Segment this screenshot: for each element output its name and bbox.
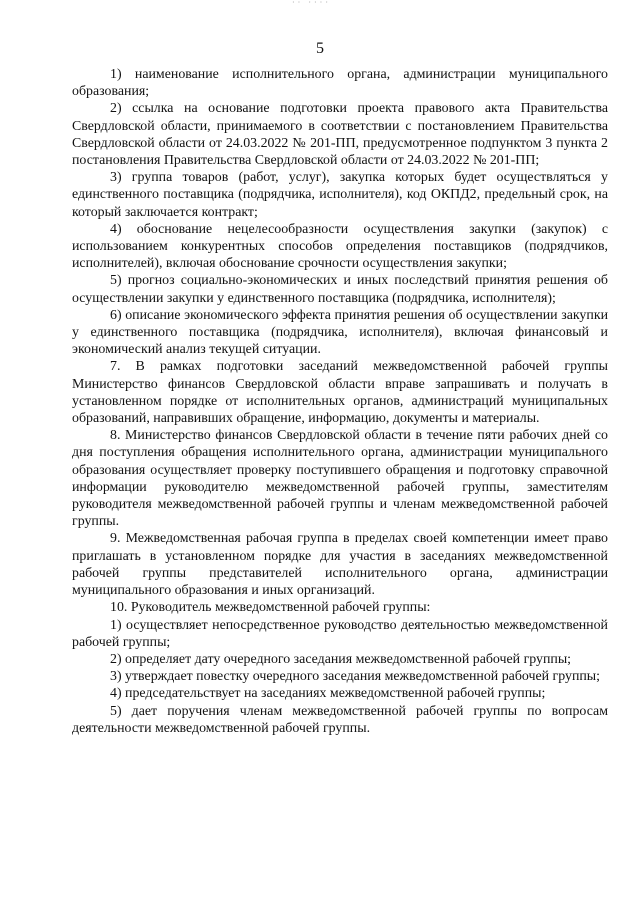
paragraph-item-3: 3) группа товаров (работ, услуг), закупка которых будет осуществляться у единственного поставщика (подрядчика, исполнителя), код ОКПД2, предельный срок, на который заключается контракт;: [72, 170, 608, 220]
paragraph-section-9: 9. Межведомственная рабочая группа в пределах своей компетенции имеет право приглашать в установленном порядке для участия в заседаниях межведомственной рабочей группы представителей исполнительного органа, администрации муниципального образования и иных организаций.: [72, 531, 608, 599]
paragraph-section-10-heading: 10. Руководитель межведомственной рабочей группы:: [110, 600, 431, 616]
paragraph-item-6: 6) описание экономического эффекта принятия решения об осуществлении закупки у единственного поставщика (подрядчика, исполнителя), включая финансовый и экономический анализ текущей ситуации.: [72, 307, 608, 358]
paragraph-item-2: 2) ссылка на основание подготовки проекта правового акта Правительства Свердловской области, принимаемого в соответствии с постановлением Правительства Свердловской области от 24.03.2022 № 201-ПП, предусмотренное подпунктом 3 пункта 2 постановления Правительства Свердловской области от 24.03.2022 № 201-ПП;: [72, 101, 608, 169]
top-edge-mark: ·· ····: [292, 0, 331, 7]
paragraph-subitem-2: 2) определяет дату очередного заседания межведомственной рабочей группы;: [110, 651, 572, 667]
paragraph-section-8: 8. Министерство финансов Свердловской области в течение пяти рабочих дней со дня поступления обращения исполнительного органа, администрации муниципального образования осуществляет проверку поступившего обращения и подготовку справочной информации руководителю межведомственной рабочей группы, заместителям руководителя межведомственной рабочей группы и членам межведомственной рабочей группы.: [72, 428, 608, 530]
page-number: 5: [316, 40, 324, 57]
paragraph-item-1: 1) наименование исполнительного органа, администрации муниципального образования;: [72, 67, 608, 100]
paragraph-item-4: 4) обоснование нецелесообразности осуществления закупки (закупок) с использованием конкурентных способов определения поставщиков (подрядчиков, исполнителей), включая обоснование срочности осуществления закупки;: [72, 221, 608, 272]
paragraph-subitem-1: 1) осуществляет непосредственное руководство деятельностью межведомственной рабочей группы;: [72, 617, 608, 650]
paragraph-section-7: 7. В рамках подготовки заседаний межведомственной рабочей группы Министерство финансов Свердловской области вправе запрашивать и получать в установленном порядке от исполнительных органов, администраций муниципальных образований, направивших обращение, информацию, документы и материалы.: [72, 359, 608, 427]
paragraph-item-5: 5) прогноз социально-экономических и иных последствий принятия решения об осуществлении закупки у единственного поставщика (подрядчика, исполнителя);: [72, 273, 608, 306]
paragraph-subitem-4: 4) председательствует на заседаниях межведомственной рабочей группы;: [110, 686, 546, 702]
paragraph-subitem-5: 5) дает поручения членам межведомственной рабочей группы по вопросам деятельности межведомственной рабочей группы.: [72, 703, 608, 736]
paragraph-subitem-3: 3) утверждает повестку очередного заседания межведомственной рабочей группы;: [110, 669, 601, 685]
document-body: [72, 66, 608, 737]
